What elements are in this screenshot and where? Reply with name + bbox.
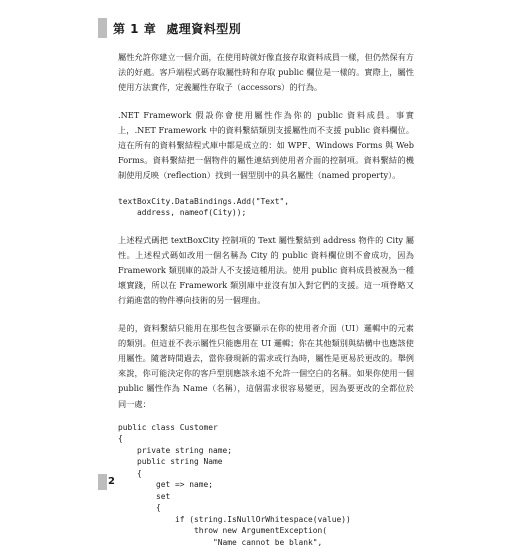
header-marker — [98, 18, 107, 38]
page-number: 2 — [108, 476, 115, 487]
code-block-databinding: textBoxCity.DataBindings.Add("Text", address, nameof(City)); — [118, 196, 290, 218]
paragraph-binding-explanation: 上述程式碼把 textBoxCity 控制項的 Text 屬性繫結到 address 物件的 City 屬性。上述程式碼如改用一個名稱為 City 的 public 資料欄位則不會成功，因為 Framework 類別庫的設計人不支援這種用法。使用 public 資料成員被視為一種壞實踐，所以在 Framework 類別庫中並沒有加入對它們的支援。這一項脊略又行銷進當的物件導向技術的另一個理由。 — [118, 234, 414, 306]
paragraph-ui-logic: 是的，資料繫結只能用在那些包含要顯示在你的使用者介面（UI）邏輯中的元素的類別。但這並不表示屬性只能應用在 UI 邏輯；你在其他類別與結構中也應該使用屬性。隨著時間過去，當你發現新的需求或行為時，屬性是更易於更改的。舉例來說，你可能決定你的客戶型別應該永遠不允許一個空白的名稱。如果你使用一個 public 屬性作為 Name（名稱），這個需求很容易變更，因為要更改的全都位於同一處： — [118, 322, 414, 409]
paragraph-properties-intro: 屬性允許你建立一個介面，在使用時就好像直接存取資料成員一樣，但仍然保有方法的好處。客戶端程式碼存取屬性時和存取 public 欄位是一樣的。實際上，屬性使用方法實作，定義屬性存取子（accessors）的行為。 — [118, 52, 414, 93]
footer-marker — [98, 474, 107, 490]
code-block-customer: public class Customer { private string name; public string Name { get => name; set { if (string.IsNullOrWhitespace(value)) throw new ArgumentException( "Name cannot be blank", — [118, 422, 351, 547]
chapter-heading — [113, 20, 241, 37]
paragraph-data-binding: .NET Framework 假設你會使用屬性作為你的 public 資料成員。事實上，.NET Framework 中的資料繫結類別支援屬性而不支援 public 資料欄位。這在所有的資料繫結程式庫中都是成立的：如 WPF、Windows Forms 與 Web Forms。資料繫結把一個物件的屬性連結到使用者介面的控制項。資料繫結的機制使用反映（reflection）找到一個型別中的具名屬性（named property）。 — [118, 109, 414, 181]
chapter-label: 第 1 章 — [113, 22, 157, 36]
chapter-title: 處理資料型別 — [166, 22, 242, 36]
page-header — [0, 0, 520, 40]
page-body — [118, 50, 414, 548]
